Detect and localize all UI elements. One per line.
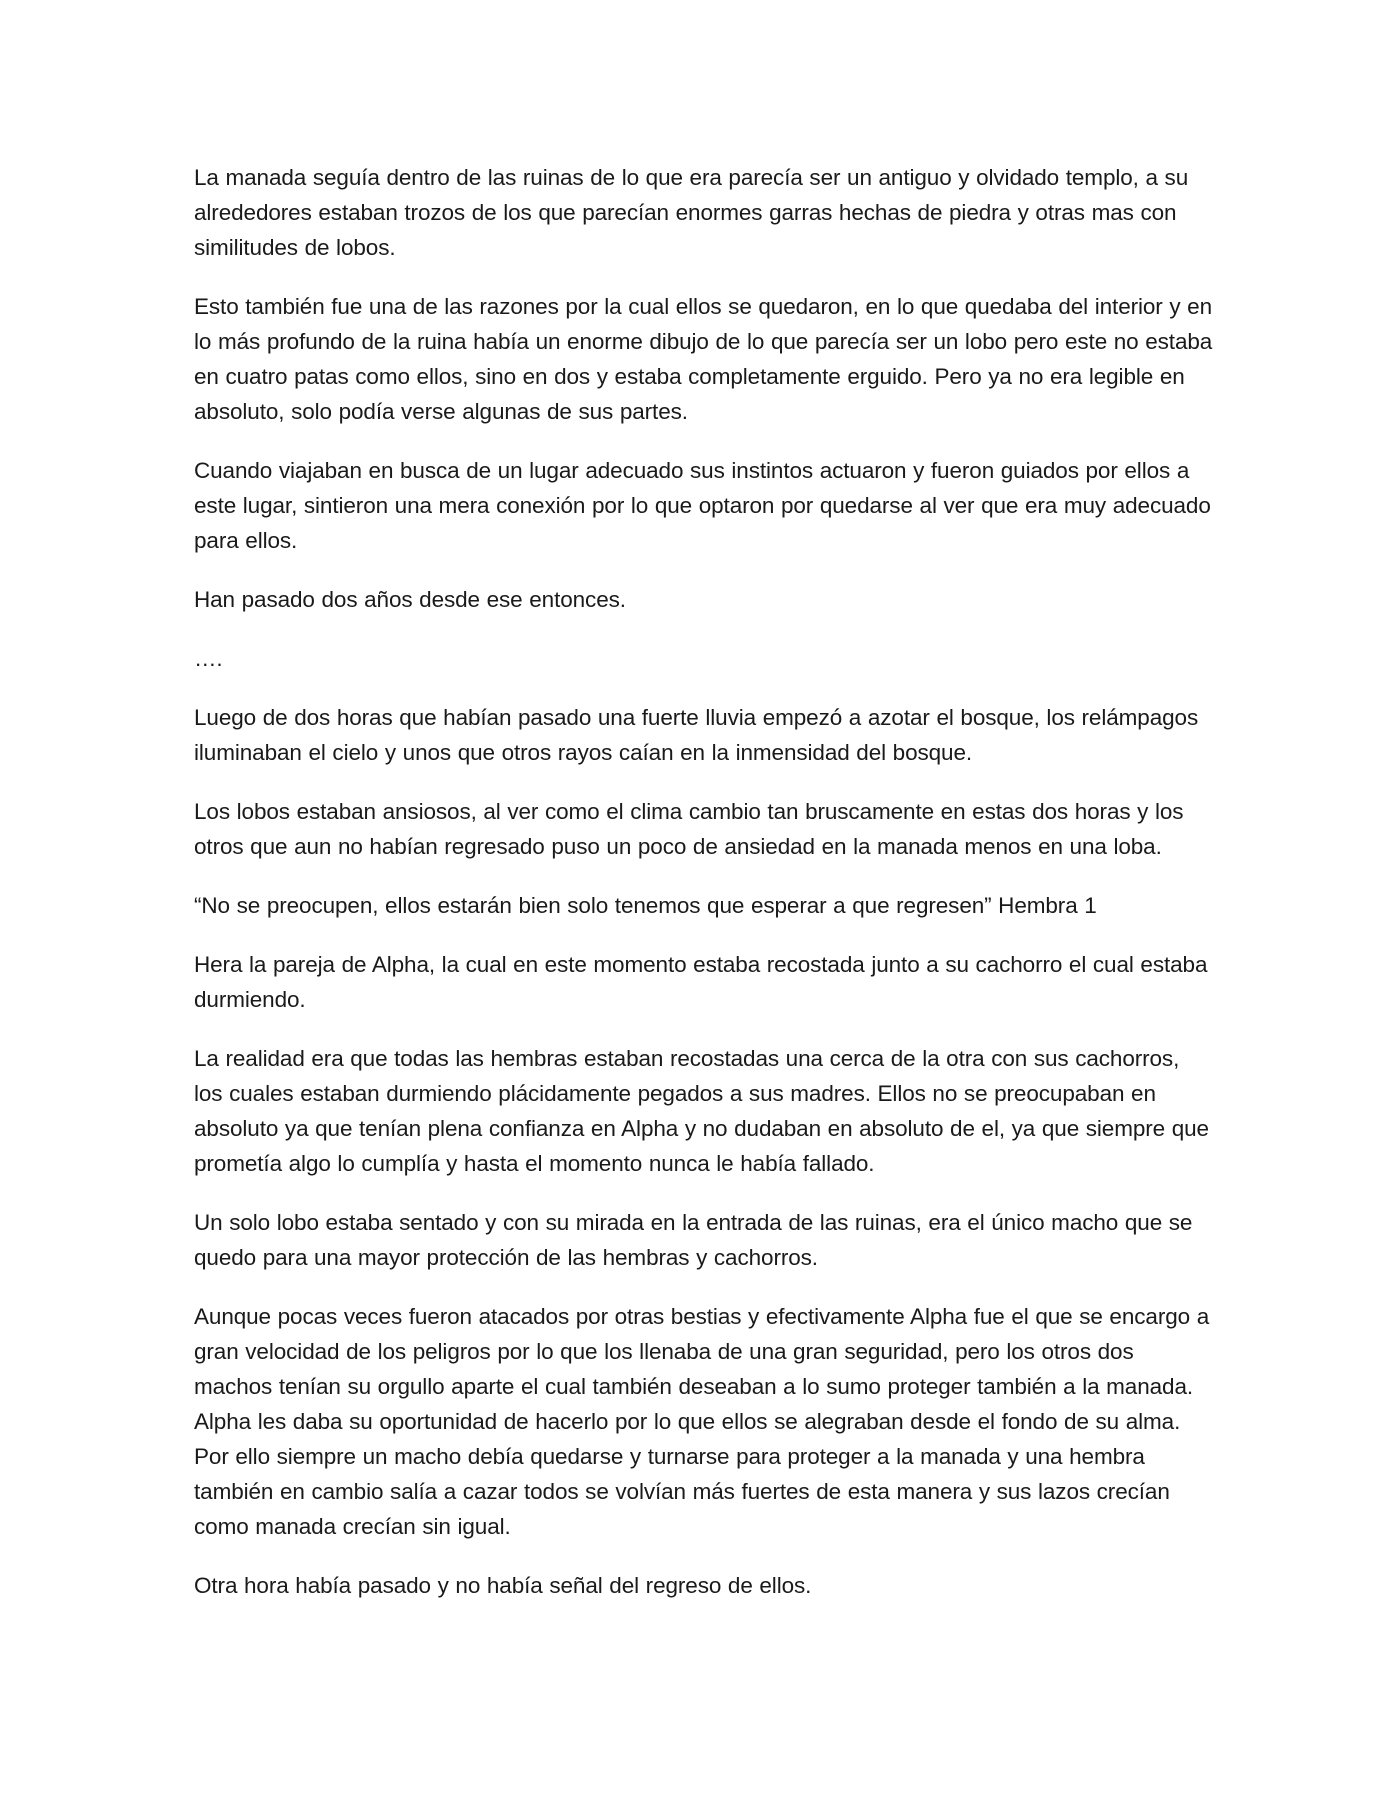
- paragraph-7: Hera la pareja de Alpha, la cual en este momento estaba recostada junto a su cachorro el cual estaba durmiendo.: [194, 952, 1208, 1012]
- document-body: [194, 160, 1214, 1627]
- paragraph-8: La realidad era que todas las hembras estaban recostadas una cerca de la otra con sus cachorros, los cuales estaban durmiendo plácidamente pegados a sus madres. Ellos no se preocupaban en absoluto ya que tenían plena confianza en Alpha y no dudaban en absoluto de el, ya que siempre que prometía algo lo cumplía y hasta el momento nunca le había fallado.: [194, 1046, 1209, 1176]
- dialogue-line: “No se preocupen, ellos estarán bien solo tenemos que esperar a que regresen” Hembra 1: [194, 893, 1097, 918]
- paragraph-9: Un solo lobo estaba sentado y con su mirada en la entrada de las ruinas, era el único macho que se quedo para una mayor protección de las hembras y cachorros.: [194, 1210, 1193, 1270]
- paragraph-6: Los lobos estaban ansiosos, al ver como el clima cambio tan bruscamente en estas dos horas y los otros que aun no habían regresado puso un poco de ansiedad en la manada menos en una loba.: [194, 799, 1184, 859]
- paragraph-5: Luego de dos horas que habían pasado una fuerte lluvia empezó a azotar el bosque, los relámpagos iluminaban el cielo y unos que otros rayos caían en la inmensidad del bosque.: [194, 705, 1199, 765]
- paragraph-2: Esto también fue una de las razones por la cual ellos se quedaron, en lo que quedaba del interior y en lo más profundo de la ruina había un enorme dibujo de lo que parecía ser un lobo pero este no estaba en cuatro patas como ellos, sino en dos y estaba completamente erguido. Pero ya no era legible en absoluto, solo podía verse algunas de sus partes.: [194, 294, 1213, 424]
- paragraph-3: Cuando viajaban en busca de un lugar adecuado sus instintos actuaron y fueron guiados por ellos a este lugar, sintieron una mera conexión por lo que optaron por quedarse al ver que era muy adecuado para ellos.: [194, 458, 1211, 553]
- paragraph-11: Otra hora había pasado y no había señal del regreso de ellos.: [194, 1573, 812, 1598]
- paragraph-10: Aunque pocas veces fueron atacados por otras bestias y efectivamente Alpha fue el que se encargo a gran velocidad de los peligros por lo que los llenaba de una gran seguridad, pero los otros dos machos tenían su orgullo aparte el cual también deseaban a lo sumo proteger también a la manada. Alpha les daba su oportunidad de hacerlo por lo que ellos se alegraban desde el fondo de su alma. Por ello siempre un macho debía quedarse y turnarse para proteger a la manada y una hembra también en cambio salía a cazar todos se volvían más fuertes de esta manera y sus lazos crecían como manada crecían sin igual.: [194, 1304, 1210, 1539]
- paragraph-4: Han pasado dos años desde ese entonces.: [194, 587, 626, 612]
- scene-break: ….: [194, 646, 223, 671]
- paragraph-1: La manada seguía dentro de las ruinas de lo que era parecía ser un antiguo y olvidado templo, a su alrededores estaban trozos de los que parecían enormes garras hechas de piedra y otras mas con similitudes de lobos.: [194, 165, 1189, 260]
